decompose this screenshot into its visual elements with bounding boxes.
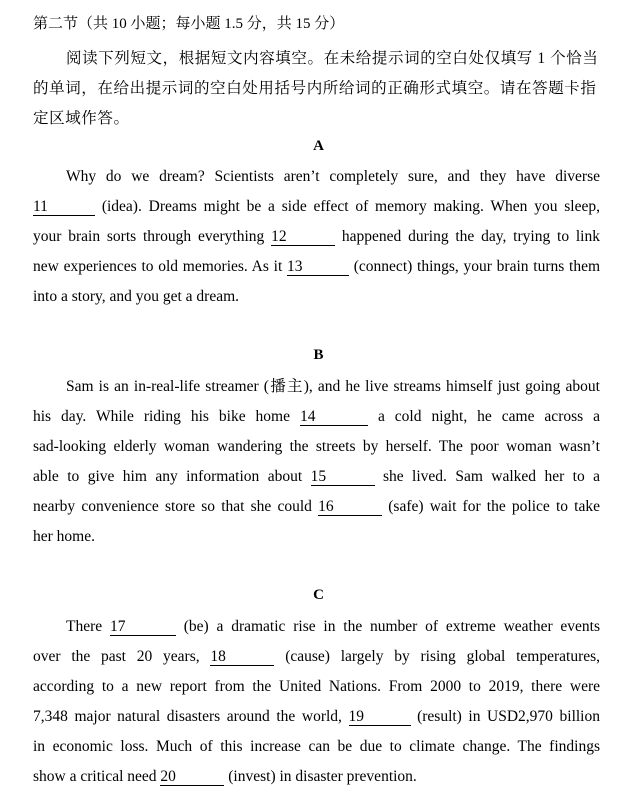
blank-11[interactable]: 11 <box>33 198 95 216</box>
passage-a-line-3: your brain sorts through everything 12 happened during the day, trying to link <box>33 228 600 245</box>
passage-a-line-1: Why do we dream? Scientists aren’t completely sure, and they have diverse <box>66 168 600 185</box>
passage-c-line-4: 7,348 major natural disasters around the world, 19 (result) in USD2,970 billion <box>33 708 600 725</box>
passage-c-line-5: in economic loss. Much of this increase can be due to climate change. The findings <box>33 738 600 755</box>
blank-14[interactable]: 14 <box>300 408 368 426</box>
blank-18[interactable]: 18 <box>210 648 274 666</box>
passage-b-line-4: able to give him any information about 15 she lived. Sam walked her to a <box>33 468 601 485</box>
passage-c-line-3: according to a new report from the United Nations. From 2000 to 2019, there were <box>33 678 600 695</box>
instruction-line-3: 定区域作答。 <box>33 110 130 127</box>
blank-19[interactable]: 19 <box>349 708 411 726</box>
passage-b-line-5: nearby convenience store so that she could 16 (safe) wait for the police to take <box>33 498 600 515</box>
passage-b-line-2: his day. While riding his bike home 14 a cold night, he came across a <box>33 408 601 425</box>
passage-c-line-2: over the past 20 years, 18 (cause) largely by rising global temperatures, <box>33 648 601 665</box>
instruction-line-2: 的单词，在给出提示词的空白处用括号内所给词的正确形式填空。请在答题卡指 <box>33 80 597 97</box>
instruction-line-1: 阅读下列短文，根据短文内容填空。在未给提示词的空白处仅填写 1 个恰当 <box>66 50 599 67</box>
passage-b-title: B <box>313 347 324 363</box>
passage-a-line-2: 11 (idea). Dreams might be a side effect of memory making. When you sleep, <box>33 198 600 215</box>
passage-a-line-4: new experiences to old memories. As it 13 (connect) things, your brain turns them <box>33 258 601 275</box>
passage-c-line-1: There 17 (be) a dramatic rise in the number of extreme weather events <box>66 618 601 635</box>
passage-c-title: C <box>313 587 324 603</box>
passage-b-line-6: her home. <box>33 528 95 545</box>
passage-c-line-6: show a critical need 20 (invest) in disaster prevention. <box>33 768 417 785</box>
section-heading: 第二节（共 10 小题；每小题 1.5 分，共 15 分） <box>33 16 345 32</box>
blank-12[interactable]: 12 <box>271 228 335 246</box>
blank-15[interactable]: 15 <box>311 468 375 486</box>
passage-a-line-5: into a story, and you get a dream. <box>33 288 240 305</box>
passage-a-title: A <box>313 138 324 154</box>
passage-b-line-3: sad-looking elderly woman wandering the streets by herself. The poor woman wasn’t <box>33 438 600 455</box>
blank-13[interactable]: 13 <box>287 258 349 276</box>
blank-16[interactable]: 16 <box>318 498 382 516</box>
blank-17[interactable]: 17 <box>110 618 176 636</box>
blank-20[interactable]: 20 <box>160 768 224 786</box>
passage-b-line-1: Sam is an in-real-life streamer (播主), and he live streams himself just going about <box>66 378 600 395</box>
